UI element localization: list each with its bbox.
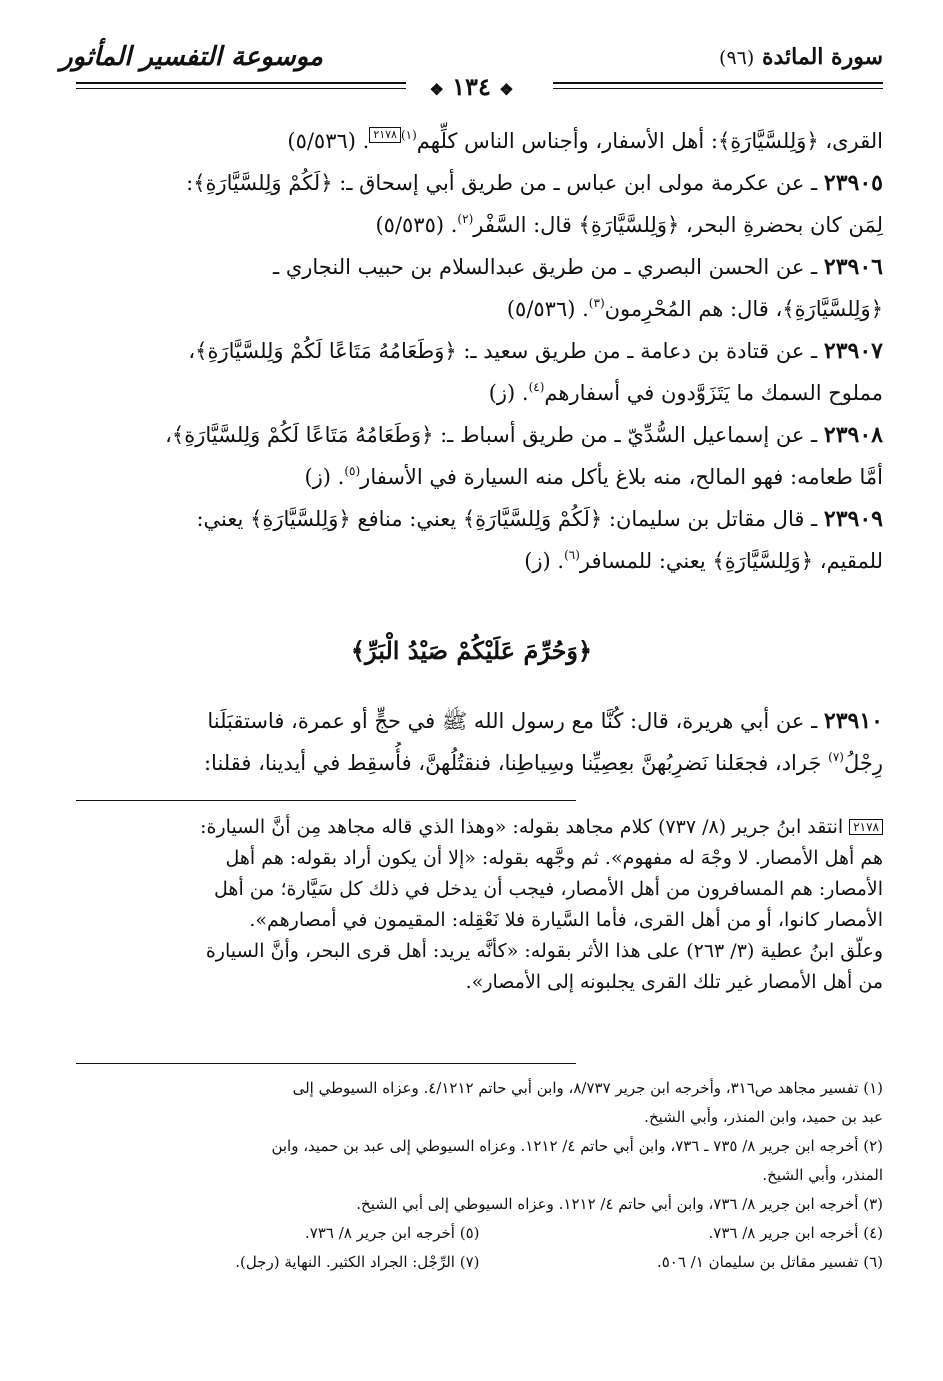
- running-header-surah: [719, 44, 883, 70]
- text-run: للمقيم، ﴿وَلِلسَّيَّارَةِ﴾ يعني: للمسافر: [579, 549, 883, 573]
- commentary-line: من أهل الأمصار غير تلك القرى يجلبونه إلى الأمصار».: [465, 971, 883, 993]
- source-ref: . (٥/٥٣٥): [375, 213, 458, 237]
- narration-entry: [76, 414, 883, 498]
- narration-number: ٢٣٩٠٩: [823, 506, 883, 532]
- verse-number: (٩٦): [719, 47, 755, 69]
- ornament-icon: ❖: [499, 80, 514, 99]
- header-rule-left: [76, 82, 406, 84]
- footnote-line: (١) تفسير مجاهد ص٣١٦، وأخرجه ابن جرير ٨/٧٣٧، وابن أبي حاتم ٤/١٢١٢. وعزاه السيوطي إلى: [292, 1079, 883, 1097]
- text-run: لِمَن كان بحضرةِ البحر، ﴿وَلِلسَّيَّارَةِ﴾ قال: السَّفْر: [473, 213, 883, 237]
- commentary-line: وعلَّق ابنُ عطية (٣/ ٢٦٣) على هذا الأثر بقوله: «كأنَّه يريد: أهل قرى البحر، وأنَّ السيارة: [205, 940, 883, 962]
- footnote-line: المنذر، وأبي الشيخ.: [762, 1166, 883, 1184]
- source-ref: . (ز): [488, 381, 529, 405]
- header-rule-right-thin: [553, 88, 883, 89]
- header-rule-left-thin: [76, 88, 406, 89]
- text-run: رِجْلُ: [843, 751, 883, 775]
- footnote-ref[interactable]: (٧): [828, 750, 844, 764]
- source-ref: . (٥/٥٣٦): [287, 129, 370, 153]
- footnote-row: [76, 1219, 883, 1248]
- ornament-icon: ❖: [429, 80, 444, 99]
- narration-entry: [76, 330, 883, 414]
- narration-number: ٢٣٩٠٧: [823, 338, 883, 364]
- text-run: القرى، ﴿وَلِلسَّيَّارَةِ﴾: أهل الأسفار، وأجناس الناس كلِّهم: [416, 129, 883, 153]
- text-run: ـ قال مقاتل بن سليمان: ﴿لَكُمْ وَلِلسَّيَّارَةِ﴾ يعني: منافع ﴿وَلِلسَّيَّارَةِ﴾ يعني:: [196, 507, 818, 531]
- source-ref: . (٥/٥٣٦): [506, 297, 589, 321]
- footnote-item: (٦) تفسير مقاتل بن سليمان ١/ ٥٠٦.: [656, 1253, 883, 1271]
- commentary-block: [76, 812, 883, 998]
- header-rule-right: [553, 82, 883, 84]
- commentary-line: الأمصار كانوا، أو من أهل القرى، فأما السَّيارة فلا نَعْقِله: المقيمون في أمصارهم».: [249, 909, 883, 931]
- text-run: جَراد، فجعَلنا نَضرِبُهنَّ بعِصِيِّنا وسِياطِنا، فنقتُلُهنَّ، فأُسقِط في أيدينا، فقلنا:: [203, 751, 822, 775]
- text-run: ـ عن عكرمة مولى ابن عباس ـ من طريق أبي إسحاق ـ: ﴿لَكُمْ وَلِلسَّيَّارَةِ﴾:: [186, 171, 818, 195]
- narration-entry: [76, 700, 883, 784]
- narration-entry: [76, 246, 883, 330]
- text-run: ـ عن أبي هريرة، قال: كُنَّا مع رسول الله ﷺ في حجٍّ أو عمرة، فاستقبَلَنا: [207, 709, 818, 733]
- narration-number: ٢٣٩١٠: [823, 708, 883, 734]
- narration-number: ٢٣٩٠٥: [823, 170, 883, 196]
- footnote-ref[interactable]: (٤): [528, 380, 545, 394]
- page-number: [419, 72, 523, 101]
- text-run: أمَّا طعامه: فهو المالح، منه بلاغ يأكل منه السيارة في الأسفار: [360, 465, 883, 489]
- narration-number: ٢٣٩٠٦: [823, 254, 883, 280]
- footnote-line: (٢) أخرجه ابن جرير ٨/ ٧٣٥ ـ ٧٣٦، وابن أبي حاتم ٤/ ١٢١٢. وعزاه السيوطي إلى عبد بن حميد، وابن: [271, 1137, 883, 1155]
- source-ref: . (ز): [524, 549, 565, 573]
- footnote-line: (٣) أخرجه ابن جرير ٨/ ٧٣٦، وابن أبي حاتم ٤/ ١٢١٢. وعزاه السيوطي إلى أبي الشيخ.: [356, 1195, 883, 1213]
- text-run: ـ عن إسماعيل السُّدِّيّ ـ من طريق أسباط ـ: ﴿وَطَعَامُهُ مَتَاعًا لَكُمْ وَلِلسَّيَّارَةِ﴾،: [165, 423, 818, 447]
- main-text-continued: [76, 700, 883, 784]
- footnotes-separator: [76, 1063, 576, 1064]
- footnote-ref[interactable]: (٦): [564, 548, 580, 562]
- narration-entry: [76, 498, 883, 582]
- footnote-ref[interactable]: (٢): [457, 212, 474, 226]
- commentary-line: الأمصار: هم المسافرون من أهل الأمصار، فيجب أن يدخل في ذلك كل سَيَّارة؛ من أهل: [214, 878, 883, 900]
- text-run: ﴿وَلِلسَّيَّارَةِ﴾، قال: هم المُحْرِمون: [604, 297, 883, 321]
- footnote-ref[interactable]: (١): [400, 128, 417, 142]
- footnote-item: (٤) أخرجه ابن جرير ٨/ ٧٣٦.: [708, 1224, 883, 1242]
- commentary-separator: [76, 800, 576, 801]
- commentary-ref-box[interactable]: ٢١٧٨: [369, 127, 401, 143]
- page-number-value: ١٣٤: [452, 72, 491, 101]
- footnote-line: عبد بن حميد، وابن المنذر، وأبي الشيخ.: [644, 1108, 883, 1126]
- section-heading-verse: ﴿وَحُرِّمَ عَلَيْكُمْ صَيْدُ الْبَرِّ﴾: [350, 636, 593, 665]
- main-text: [76, 120, 883, 582]
- source-ref: . (ز): [304, 465, 345, 489]
- footnotes-block: [76, 1074, 883, 1277]
- footnote-ref[interactable]: (٣): [588, 296, 605, 310]
- footnote-ref[interactable]: (٥): [344, 464, 361, 478]
- footnote-row: [76, 1248, 883, 1277]
- commentary-number-box: ٢١٧٨: [849, 819, 883, 835]
- text-run: ـ عن قتادة بن دعامة ـ من طريق سعيد ـ: ﴿وَطَعَامُهُ مَتَاعًا لَكُمْ وَلِلسَّيَّارَةِ﴾،: [188, 339, 818, 363]
- text-run: مملوح السمك ما يَتَزَوَّدون في أسفارهم: [544, 381, 883, 405]
- narration-entry: [76, 162, 883, 246]
- text-run: ـ عن الحسن البصري ـ من طريق عبدالسلام بن حبيب النجاري ـ: [273, 255, 818, 279]
- continuation-line: [76, 120, 883, 162]
- commentary-line: انتقد ابنُ جرير (٨/ ٧٣٧) كلام مجاهد بقوله: «وهذا الذي قاله مجاهد مِن أنَّ السيارة:: [200, 816, 844, 838]
- narration-number: ٢٣٩٠٨: [823, 422, 883, 448]
- footnote-item: (٥) أخرجه ابن جرير ٨/ ٧٣٦.: [305, 1224, 480, 1242]
- commentary-line: هم أهل الأمصار. لا وجْهَ له مفهوم». ثم وجَّهه بقوله: «إلا أن يكون أراد بقوله: هم أهل: [225, 847, 883, 869]
- footnote-item: (٧) الرِّجْل: الجراد الكثير. النهاية (رجل).: [235, 1253, 480, 1271]
- running-header-book-title: موسوعة التفسير المأثور: [60, 42, 323, 72]
- surah-name: سورة المائدة: [761, 44, 883, 70]
